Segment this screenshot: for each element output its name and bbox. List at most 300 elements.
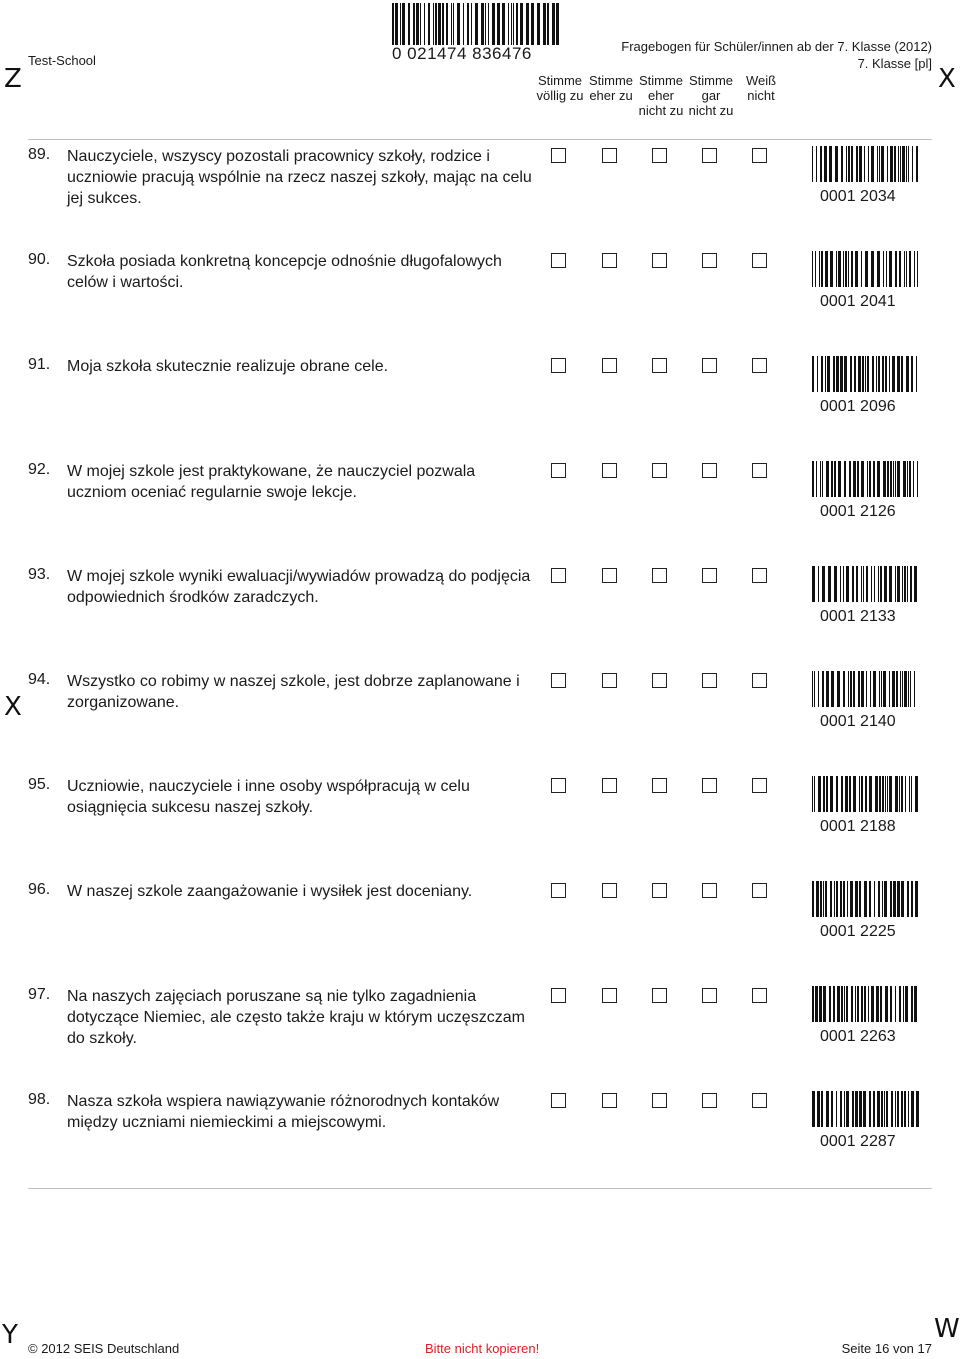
answer-checkbox[interactable] <box>652 778 667 793</box>
barcode-bar <box>901 356 903 392</box>
barcode-bar <box>859 146 862 182</box>
barcode-bar <box>816 146 817 182</box>
barcode-bar <box>424 3 425 45</box>
barcode-bar <box>812 986 814 1022</box>
barcode-bar <box>818 776 821 812</box>
barcode-bar <box>814 671 815 707</box>
barcode-bar <box>881 146 884 182</box>
barcode-bar <box>817 1091 820 1127</box>
barcode-bar <box>872 356 874 392</box>
barcode-bar <box>457 3 460 45</box>
barcode-bar <box>818 671 819 707</box>
barcode-bar <box>911 356 913 392</box>
header-barcode <box>392 3 564 45</box>
answer-checkbox[interactable] <box>752 568 767 583</box>
barcode-bar <box>885 776 886 812</box>
answer-checkbox[interactable] <box>551 673 566 688</box>
question-barcode <box>812 1091 920 1127</box>
barcode-bar <box>831 1091 833 1127</box>
barcode-bar <box>857 986 859 1022</box>
barcode-bar <box>897 566 900 602</box>
question-barcode <box>812 251 920 287</box>
question-number: 97. <box>28 986 51 1003</box>
barcode-bar <box>868 986 869 1022</box>
question-number: 93. <box>28 566 51 583</box>
barcode-bar <box>855 1091 858 1127</box>
answer-checkbox[interactable] <box>752 148 767 163</box>
barcode-bar <box>869 1091 871 1127</box>
answer-checkbox[interactable] <box>652 358 667 373</box>
barcode-bar <box>900 146 901 182</box>
barcode-bar <box>890 461 892 497</box>
question-number: 96. <box>28 881 51 898</box>
barcode-bar <box>812 146 813 182</box>
barcode-bar <box>911 776 912 812</box>
barcode-bar <box>881 671 882 707</box>
barcode-bar <box>907 566 908 602</box>
corner-mark-top-left: Z <box>4 64 22 94</box>
answer-checkbox[interactable] <box>702 148 717 163</box>
barcode-bar <box>908 671 909 707</box>
barcode-bar <box>812 356 814 392</box>
barcode-bar <box>819 251 820 287</box>
school-name: Test-School <box>28 53 96 68</box>
bottom-rule <box>28 1188 932 1189</box>
barcode-bar <box>884 1091 885 1127</box>
header-barcode-number: 0 021474 836476 <box>392 44 532 63</box>
barcode-bar <box>876 356 877 392</box>
barcode-bar <box>826 671 829 707</box>
barcode-bar <box>552 3 555 45</box>
answer-checkbox[interactable] <box>752 883 767 898</box>
barcode-bar <box>840 356 843 392</box>
answer-checkbox[interactable] <box>702 1093 717 1108</box>
barcode-bar <box>837 986 840 1022</box>
column-header <box>683 73 739 118</box>
barcode-bar <box>861 566 862 602</box>
barcode-bar <box>843 671 845 707</box>
barcode-bar <box>526 3 529 45</box>
barcode-bar <box>847 881 848 917</box>
answer-checkbox[interactable] <box>652 148 667 163</box>
barcode-bar <box>879 776 881 812</box>
answer-checkbox[interactable] <box>602 568 617 583</box>
barcode-bar <box>863 1091 866 1127</box>
barcode-bar <box>864 146 865 182</box>
answer-checkbox[interactable] <box>602 253 617 268</box>
barcode-bar <box>859 776 860 812</box>
answer-checkbox[interactable] <box>752 1093 767 1108</box>
question-text: W mojej szkole jest praktykowane, że nauczyciel pozwala uczniom oceniać regularnie swoje lekcje. <box>67 463 476 501</box>
barcode-bar <box>881 1091 883 1127</box>
barcode-bar <box>914 566 917 602</box>
barcode-bar <box>820 881 822 917</box>
question-text: Nauczyciele, wszyscy pozostali pracownicy szkoły, rodzice i uczniowie pracują wspólnie na rzecz naszej szkoły, mając na celu jej sukces. <box>67 148 532 207</box>
answer-checkbox[interactable] <box>602 463 617 478</box>
barcode-bar <box>840 1091 842 1127</box>
answer-checkbox[interactable] <box>602 988 617 1003</box>
barcode-bar <box>908 1091 909 1127</box>
barcode-bar <box>834 566 837 602</box>
question-text: Moja szkoła skutecznie realizuje obrane cele. <box>67 358 389 375</box>
barcode-bar <box>901 776 903 812</box>
barcode-bar <box>840 566 841 602</box>
barcode-bar <box>893 461 894 497</box>
barcode-bar <box>531 3 534 45</box>
question-number: 92. <box>28 461 51 478</box>
barcode-bar <box>836 776 838 812</box>
answer-checkbox[interactable] <box>551 778 566 793</box>
barcode-bar <box>899 776 900 812</box>
barcode-bar <box>869 461 871 497</box>
column-header-line: völlig zu <box>536 88 584 103</box>
answer-checkbox[interactable] <box>702 988 717 1003</box>
barcode-bar <box>433 3 434 45</box>
barcode-bar <box>816 881 819 917</box>
barcode-bar <box>864 986 866 1022</box>
barcode-bar <box>902 671 903 707</box>
barcode-bar <box>914 986 917 1022</box>
barcode-bar <box>823 881 824 917</box>
barcode-bar <box>858 356 861 392</box>
barcode-bar <box>883 251 884 287</box>
barcode-bar <box>889 671 890 707</box>
answer-checkbox[interactable] <box>551 148 566 163</box>
barcode-bar <box>902 566 903 602</box>
answer-checkbox[interactable] <box>702 883 717 898</box>
answer-checkbox[interactable] <box>602 358 617 373</box>
barcode-bar <box>857 461 859 497</box>
barcode-bar <box>836 1091 837 1127</box>
column-header-line: gar <box>701 88 721 103</box>
barcode-bar <box>821 356 823 392</box>
barcode-bar <box>897 1091 899 1127</box>
barcode-bar <box>822 671 824 707</box>
barcode-bar <box>873 1091 875 1127</box>
form-title-line: Fragebogen für Schüler/innen ab der 7. Klasse (2012) <box>621 39 932 54</box>
answer-checkbox[interactable] <box>551 883 566 898</box>
answer-checkbox[interactable] <box>602 778 617 793</box>
barcode-bar <box>520 3 523 45</box>
answer-checkbox[interactable] <box>752 253 767 268</box>
barcode-bar <box>848 146 850 182</box>
barcode-bar <box>392 3 394 45</box>
question-text: Wszystko co robimy w naszej szkole, jest dobrze zaplanowane i zorganizowane. <box>67 673 520 711</box>
barcode-bar <box>883 461 886 497</box>
answer-checkbox[interactable] <box>551 568 566 583</box>
barcode-bar <box>904 1091 906 1127</box>
barcode-bar <box>889 776 892 812</box>
barcode-bar <box>849 461 851 497</box>
answer-checkbox[interactable] <box>602 883 617 898</box>
barcode-bar <box>884 881 887 917</box>
barcode-bar <box>481 3 484 45</box>
answer-checkbox[interactable] <box>652 463 667 478</box>
barcode-bar <box>841 146 843 182</box>
barcode-bar <box>556 3 559 45</box>
answer-checkbox[interactable] <box>652 253 667 268</box>
barcode-bar <box>863 566 864 602</box>
barcode-bar <box>864 881 867 917</box>
column-header-line: nicht zu <box>688 103 734 118</box>
barcode-bar <box>873 671 876 707</box>
barcode-bar <box>858 671 860 707</box>
column-header-line: eher zu <box>589 88 633 103</box>
barcode-bar <box>841 776 843 812</box>
question-barcode <box>812 356 920 392</box>
barcode-bar <box>904 566 906 602</box>
barcode-bar <box>537 3 540 45</box>
barcode-bar <box>830 251 833 287</box>
barcode-bar <box>511 3 512 45</box>
barcode-bar <box>812 566 815 602</box>
answer-checkbox[interactable] <box>551 1093 566 1108</box>
barcode-bar <box>829 146 832 182</box>
barcode-bar <box>906 356 909 392</box>
barcode-bar <box>877 251 880 287</box>
barcode-bar <box>416 3 419 45</box>
barcode-bar <box>833 356 835 392</box>
barcode-bar <box>887 146 888 182</box>
barcode-bar <box>413 3 415 45</box>
barcode-bar <box>823 986 826 1022</box>
barcode-bar <box>400 3 401 45</box>
barcode-bar <box>882 356 884 392</box>
barcode-bar <box>914 251 915 287</box>
barcode-bar <box>861 986 863 1022</box>
barcode-bar <box>874 881 875 917</box>
barcode-bar <box>844 986 845 1022</box>
barcode-bar <box>819 986 822 1022</box>
barcode-bar <box>867 461 868 497</box>
question-text: Uczniowie, nauczyciele i inne osoby współpracują w celu osiągnięcia sukcesu naszej szkoły. <box>67 778 470 816</box>
barcode-bar <box>901 1091 903 1127</box>
barcode-bar <box>812 1091 815 1127</box>
barcode-bar <box>879 671 880 707</box>
barcode-bar <box>916 146 918 182</box>
barcode-bar <box>880 566 882 602</box>
barcode-bar <box>838 251 841 287</box>
barcode-bar <box>475 3 478 45</box>
column-header <box>733 73 789 103</box>
barcode-bar <box>871 986 874 1022</box>
barcode-bar <box>838 461 841 497</box>
answer-checkbox[interactable] <box>752 673 767 688</box>
barcode-bar <box>853 461 856 497</box>
barcode-bar <box>812 671 813 707</box>
barcode-bar <box>907 881 909 917</box>
barcode-bar <box>874 566 875 602</box>
barcode-bar <box>835 146 838 182</box>
question-barcode-number: 0001 2225 <box>820 923 896 940</box>
barcode-bar <box>451 3 452 45</box>
barcode-bar <box>502 3 505 45</box>
barcode-bar <box>820 146 822 182</box>
barcode-bar <box>467 3 469 45</box>
barcode-bar <box>914 671 915 707</box>
barcode-bar <box>821 251 823 287</box>
barcode-bar <box>883 671 886 707</box>
question-barcode <box>812 146 920 182</box>
barcode-bar <box>890 986 892 1022</box>
barcode-bar <box>897 881 900 917</box>
barcode-bar <box>902 146 905 182</box>
barcode-bar <box>841 986 843 1022</box>
answer-checkbox[interactable] <box>551 463 566 478</box>
barcode-bar <box>909 776 910 812</box>
barcode-bar <box>905 986 908 1022</box>
barcode-bar <box>903 986 904 1022</box>
barcode-bar <box>895 251 897 287</box>
barcode-bar <box>492 3 495 45</box>
barcode-bar <box>910 671 911 707</box>
barcode-bar <box>873 461 875 497</box>
answer-checkbox[interactable] <box>752 358 767 373</box>
barcode-bar <box>898 146 899 182</box>
answer-checkbox[interactable] <box>752 988 767 1003</box>
barcode-bar <box>859 881 861 917</box>
question-barcode-number: 0001 2140 <box>820 713 896 730</box>
answer-checkbox[interactable] <box>652 568 667 583</box>
answer-checkbox[interactable] <box>551 988 566 1003</box>
question-text: Na naszych zajęciach poruszane są nie tylko zagadnienia dotyczące Niemiec, ale często także kraju w którym uczęszczam do szkoły. <box>67 988 525 1047</box>
answer-checkbox[interactable] <box>602 1093 617 1108</box>
barcode-bar <box>879 146 880 182</box>
barcode-bar <box>877 146 878 182</box>
barcode-bar <box>853 671 855 707</box>
barcode-bar <box>856 566 858 602</box>
barcode-bar <box>825 251 828 287</box>
answer-checkbox[interactable] <box>702 358 717 373</box>
barcode-bar <box>826 776 828 812</box>
barcode-bar <box>871 146 874 182</box>
question-barcode-number: 0001 2096 <box>820 398 896 415</box>
barcode-bar <box>871 566 872 602</box>
answer-checkbox[interactable] <box>652 673 667 688</box>
barcode-bar <box>463 3 464 45</box>
barcode-bar <box>854 356 856 392</box>
barcode-bar <box>420 3 421 45</box>
barcode-bar <box>884 566 887 602</box>
barcode-bar <box>911 986 913 1022</box>
answer-checkbox[interactable] <box>702 778 717 793</box>
barcode-bar <box>836 881 838 917</box>
question-barcode-number: 0001 2041 <box>820 293 896 310</box>
answer-checkbox[interactable] <box>702 568 717 583</box>
barcode-bar <box>886 251 887 287</box>
answer-checkbox[interactable] <box>702 463 717 478</box>
question-barcode <box>812 566 920 602</box>
answer-checkbox[interactable] <box>602 673 617 688</box>
barcode-bar <box>913 461 914 497</box>
barcode-bar <box>917 461 918 497</box>
barcode-bar <box>815 251 816 287</box>
barcode-bar <box>823 776 825 812</box>
barcode-bar <box>822 566 825 602</box>
corner-mark-top-right: X <box>938 64 956 94</box>
barcode-bar <box>899 251 901 287</box>
barcode-bar <box>895 1091 896 1127</box>
barcode-bar <box>856 146 858 182</box>
question-number: 90. <box>28 251 51 268</box>
barcode-bar <box>852 566 854 602</box>
barcode-bar <box>816 461 817 497</box>
corner-mark-mid-left: X <box>4 692 22 722</box>
barcode-bar <box>861 776 863 812</box>
barcode-bar <box>826 461 829 497</box>
barcode-bar <box>911 1091 914 1127</box>
answer-checkbox[interactable] <box>702 673 717 688</box>
answer-checkbox[interactable] <box>752 778 767 793</box>
answer-checkbox[interactable] <box>551 358 566 373</box>
barcode-bar <box>889 251 892 287</box>
question-barcode <box>812 986 920 1022</box>
answer-checkbox[interactable] <box>652 1093 667 1108</box>
answer-checkbox[interactable] <box>602 148 617 163</box>
barcode-bar <box>837 671 840 707</box>
question-barcode-number: 0001 2034 <box>820 188 896 205</box>
barcode-bar <box>887 776 888 812</box>
barcode-bar <box>844 356 847 392</box>
barcode-bar <box>865 356 866 392</box>
barcode-bar <box>830 776 833 812</box>
barcode-bar <box>855 881 858 917</box>
barcode-bar <box>428 3 430 45</box>
question-text: Nasza szkoła wspiera nawiązywanie różnorodnych kontaków między uczniami niemieckimi a miejscowymi. <box>67 1093 500 1131</box>
column-header <box>633 73 689 118</box>
barcode-bar <box>889 566 892 602</box>
answer-checkbox[interactable] <box>652 883 667 898</box>
question-number: 94. <box>28 671 51 688</box>
barcode-bar <box>818 566 819 602</box>
barcode-bar <box>812 776 813 812</box>
question-barcode-number: 0001 2126 <box>820 503 896 520</box>
barcode-bar <box>909 461 911 497</box>
barcode-bar <box>887 461 889 497</box>
question-barcode <box>812 776 920 812</box>
barcode-bar <box>871 251 874 287</box>
barcode-bar <box>851 251 853 287</box>
barcode-bar <box>895 566 896 602</box>
barcode-bar <box>471 3 472 45</box>
answer-checkbox[interactable] <box>752 463 767 478</box>
barcode-bar <box>903 461 906 497</box>
barcode-bar <box>845 776 848 812</box>
barcode-bar <box>895 776 898 812</box>
barcode-bar <box>906 146 907 182</box>
barcode-bar <box>821 1091 823 1127</box>
column-header-line: Stimme <box>537 73 583 88</box>
column-header-line: nicht <box>747 88 775 103</box>
barcode-bar <box>859 1091 862 1127</box>
barcode-bar <box>852 1091 854 1127</box>
barcode-bar <box>908 146 909 182</box>
answer-checkbox[interactable] <box>652 988 667 1003</box>
answer-checkbox[interactable] <box>702 253 717 268</box>
barcode-bar <box>395 3 398 45</box>
barcode-bar <box>438 3 441 45</box>
barcode-bar <box>827 356 830 392</box>
barcode-bar <box>900 671 901 707</box>
barcode-bar <box>882 881 883 917</box>
barcode-bar <box>851 146 853 182</box>
answer-checkbox[interactable] <box>551 253 566 268</box>
barcode-bar <box>497 3 500 45</box>
barcode-bar <box>894 146 896 182</box>
barcode-bar <box>825 881 827 917</box>
barcode-bar <box>866 566 868 602</box>
barcode-bar <box>886 1091 888 1127</box>
